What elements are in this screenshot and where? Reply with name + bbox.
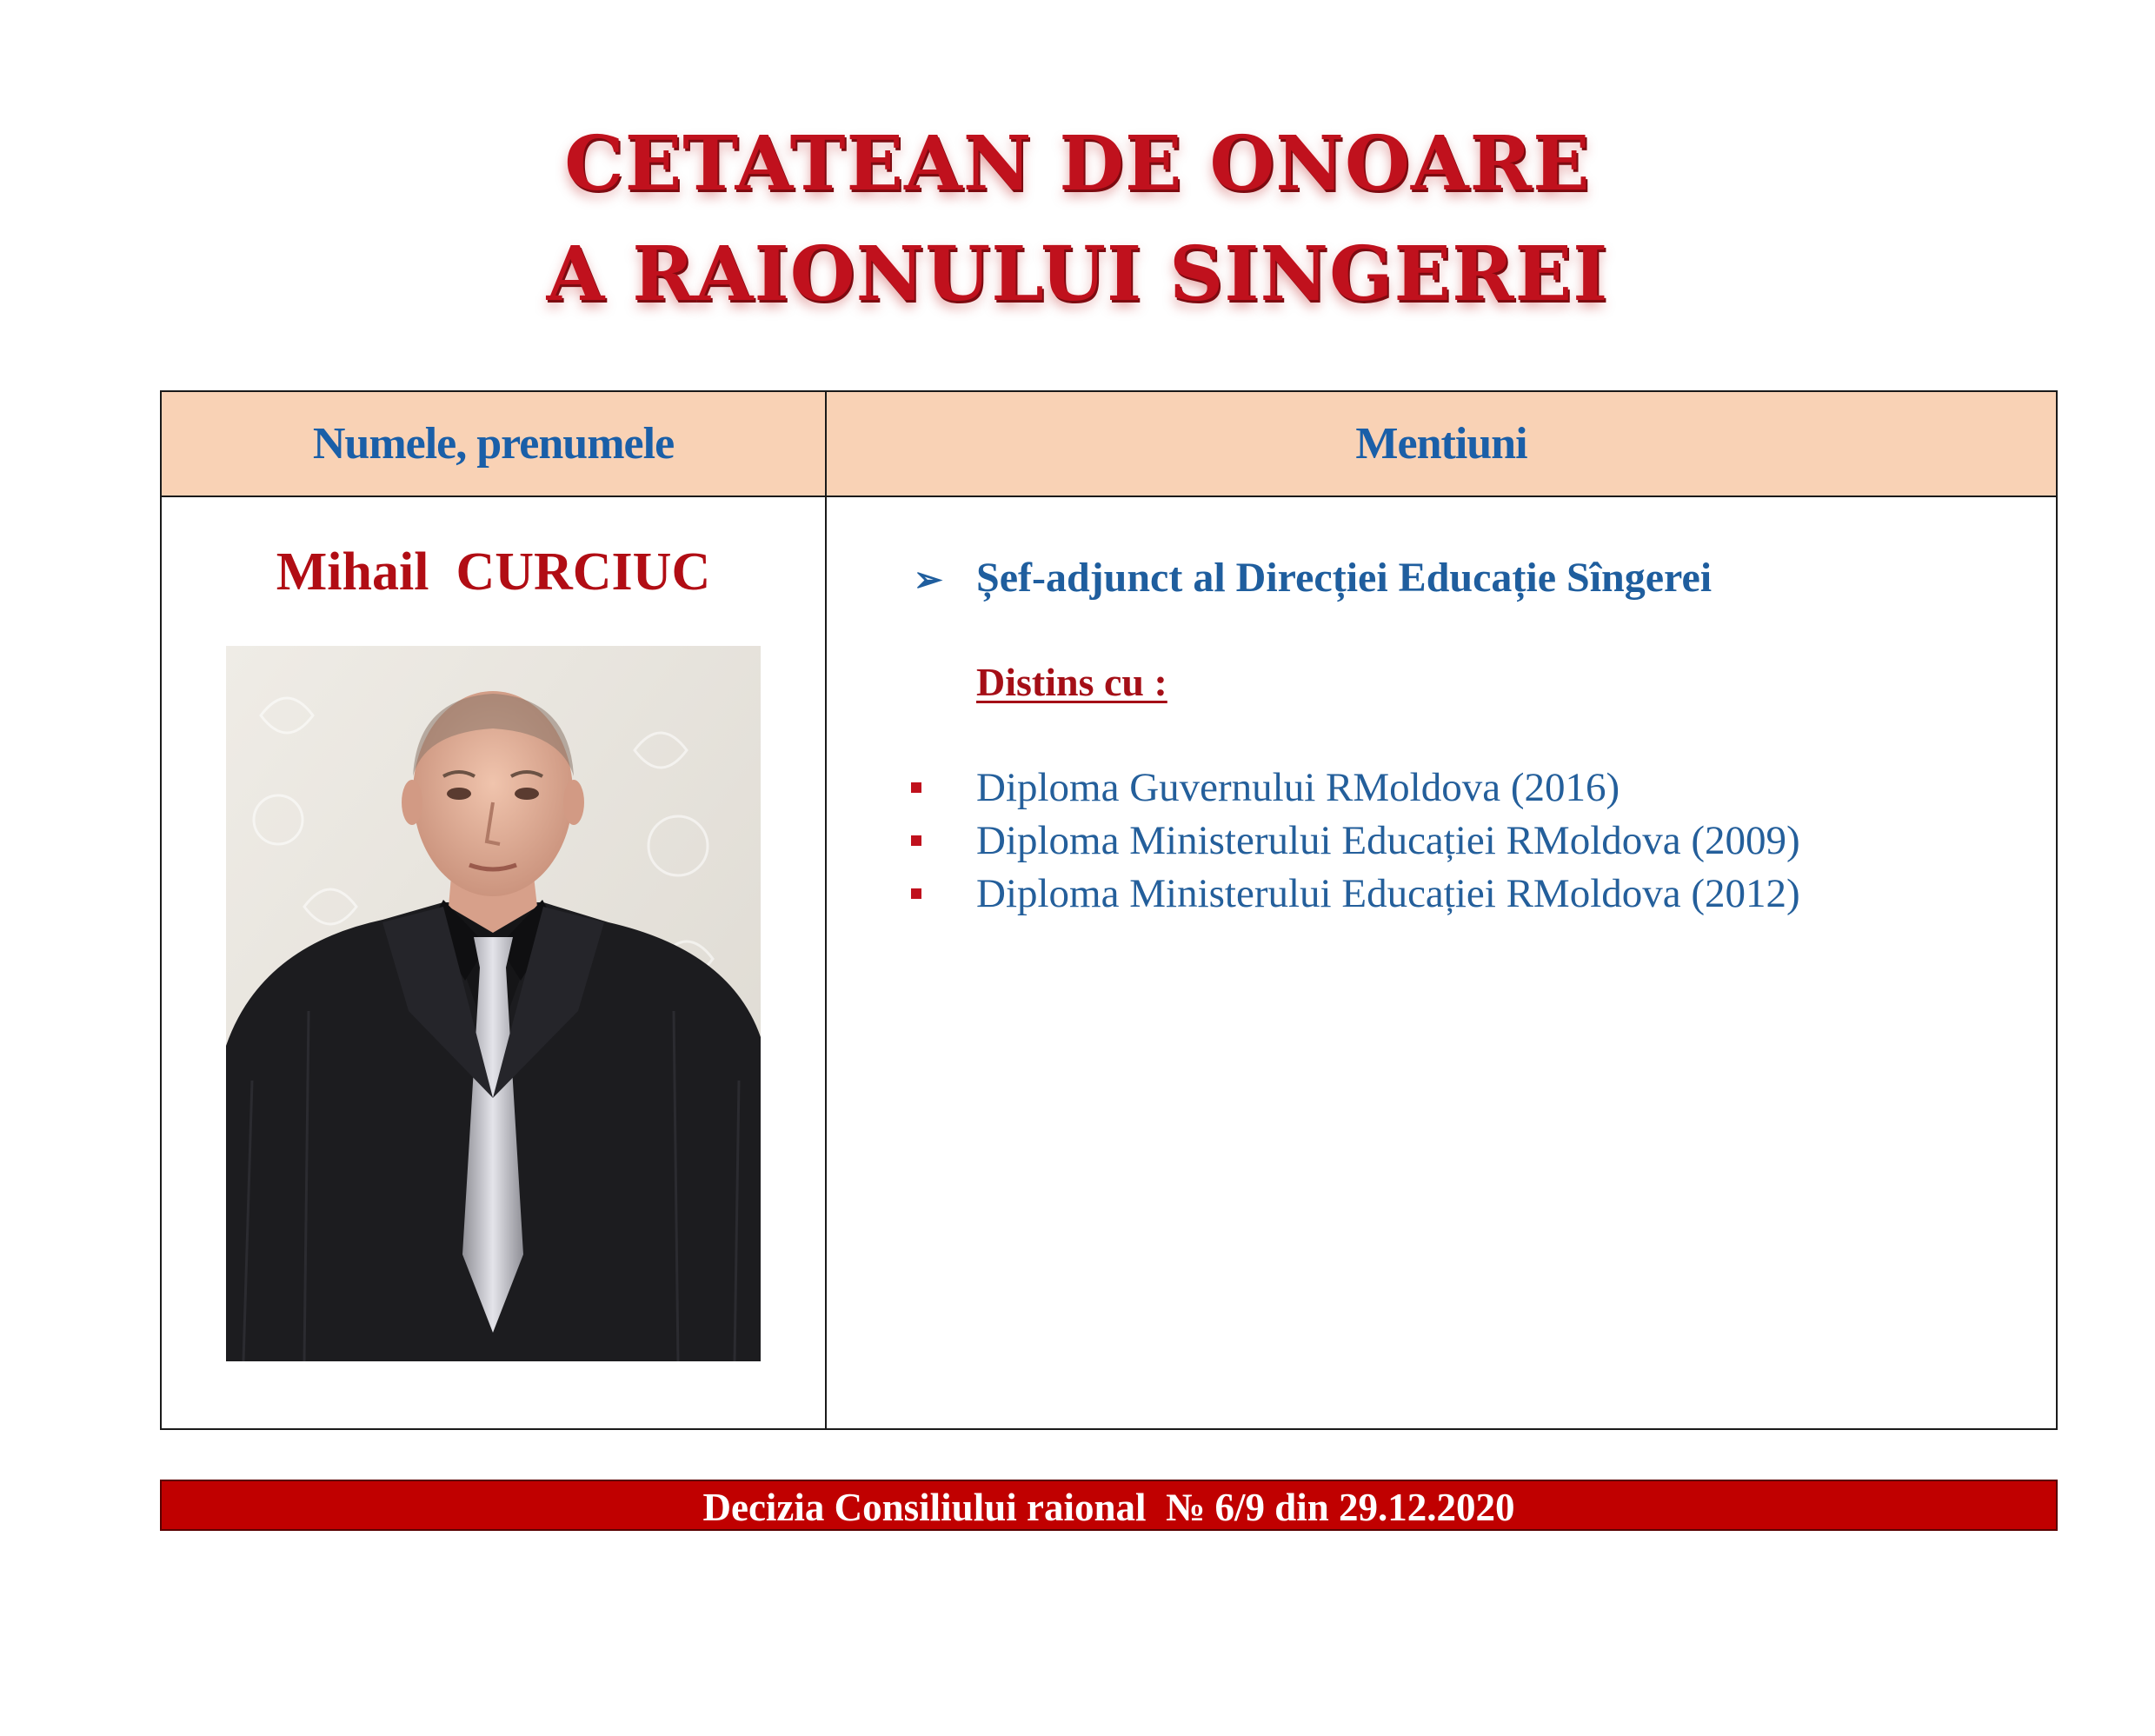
square-bullet-icon [911, 835, 921, 846]
header-cell-name [162, 392, 825, 496]
honor-table [160, 390, 2058, 1430]
square-bullet-icon [911, 782, 921, 793]
page-title-line-2: A RAIONULUI SINGEREI [546, 230, 1609, 318]
list-item [911, 815, 1800, 868]
arrow-bullet-icon: ➢ [914, 560, 943, 599]
list-item [911, 868, 1800, 921]
header-mentions-label: Mentiuni [1355, 419, 1527, 469]
person-name: Mihail CURCIUC [276, 542, 711, 602]
header-cell-mentions [827, 392, 2056, 496]
page-title-line-1: CETATEAN DE ONOARE [564, 120, 1591, 208]
header-name-label: Numele, prenumele [312, 419, 675, 469]
award-text: Diploma Ministerului Educației RMoldova (2012) [976, 871, 1800, 916]
award-text: Diploma Guvernului RMoldova (2016) [976, 765, 1620, 810]
list-item [911, 762, 1800, 815]
column-divider [825, 392, 827, 1428]
square-bullet-icon [911, 888, 921, 899]
portrait-image [226, 646, 761, 1361]
distinctions-heading: Distins cu : [976, 660, 1167, 704]
role-text: Șef-adjunct al Direcției Educație Sîngerei [976, 555, 1713, 601]
decision-text: Decizia Consiliului raional № 6/9 din 29.12.2020 [702, 1486, 1515, 1529]
decision-footer [160, 1480, 2058, 1531]
award-text: Diploma Ministerului Educației RMoldova (2009) [976, 818, 1800, 863]
portrait-photo [226, 646, 761, 1361]
role-line [914, 554, 1712, 602]
header-divider [162, 496, 2056, 497]
awards-list [911, 762, 1800, 921]
